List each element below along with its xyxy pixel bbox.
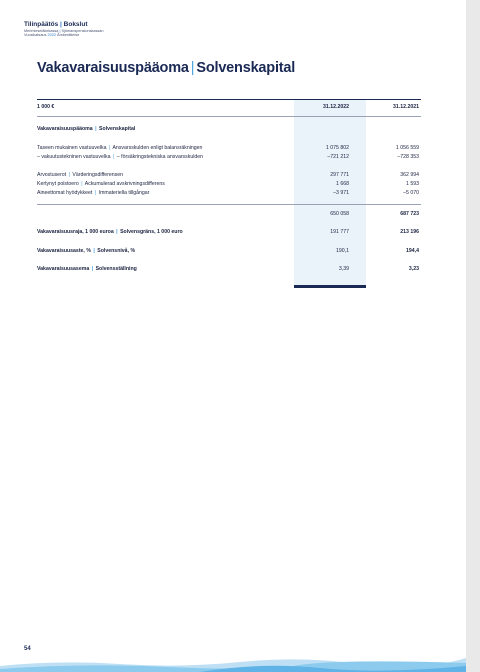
total-value-2022: 650 058: [330, 211, 349, 217]
table-row: Aineettomat hyödykkeet | Immateriella tillgångar –3 971 –5 070: [37, 190, 419, 196]
page-number: 54: [24, 646, 31, 652]
solvency-ratio-row: Vakavaraisuusaste, % | Solvensnivå, % 190,1 194,4: [37, 248, 419, 254]
running-header: Tilinpäätös | Bokslut Merimieseläkekassa | Sjömanspensionskassan Vuosikatsaus 2022 Årsberättelse: [24, 21, 104, 37]
row-label-fi: – vakuutustekninen vastuuvelka: [37, 154, 111, 160]
row-value-2022: –3 971: [333, 190, 349, 196]
row-label-sv: – försäkringstekniska ansvarsskulden: [116, 154, 204, 160]
row-value-2021: 362 994: [400, 172, 419, 178]
header-company-fi: Merimieseläkekassa: [24, 28, 59, 33]
table-row: Arvostuserot | Värderingsdifferensen 297 771 362 994: [37, 172, 419, 178]
row-label-sv: Solvensgräns, 1 000 euro: [120, 229, 183, 235]
header-company-sv: Sjömanspensionskassan: [61, 28, 104, 33]
header-report-fi: Vuosikatsaus: [24, 32, 47, 37]
row-value-2022: 1 668: [336, 181, 349, 187]
row-label-fi: Aineettomat hyödykkeet: [37, 190, 93, 196]
row-value-2021: 1 593: [406, 181, 419, 187]
row-value-2021: 1 056 559: [395, 145, 419, 151]
solvency-limit-row: Vakavaraisuusraja, 1 000 euroa | Solvensgräns, 1 000 euro 191 777 213 196: [37, 229, 419, 235]
col-2022-header: 31.12.2022: [323, 104, 349, 110]
row-label-sv: Ansvarsskulden enligt balansräkningen: [112, 145, 203, 151]
row-value-2022: 297 771: [330, 172, 349, 178]
row-label-sv: Värderingsdifferensen: [72, 172, 124, 178]
row-label-sv: Solvensställning: [95, 266, 137, 272]
total-row: [37, 209, 421, 219]
row-label-fi: Arvostuserot: [37, 172, 67, 178]
row-value-2022: –721 212: [327, 154, 349, 160]
row-label-sv: Immateriella tillgångar: [98, 190, 150, 196]
header-report-sv: Årsberättelse: [57, 32, 80, 37]
current-year-underline: [294, 285, 366, 288]
solvency-position-row: Vakavaraisuusasema | Solvensställning 3,39 3,23: [37, 266, 419, 272]
col-2021-header: 31.12.2021: [393, 104, 419, 110]
row-value-2021: 213 196: [400, 229, 419, 235]
row-label-fi: Kertynyt poistoero: [37, 181, 79, 187]
row-label-fi: Vakavaraisuusaste, %: [37, 248, 91, 254]
header-year: 2022: [47, 32, 56, 37]
row-label-sv: Ackumulerad avskrivningsdifferens: [84, 181, 165, 187]
row-label-fi: Vakavaraisuusasema: [37, 266, 90, 272]
row-value-2021: 3,23: [408, 266, 419, 272]
row-value-2022: 191 777: [330, 229, 349, 235]
section-fi: Vakavaraisuuspääoma: [37, 126, 93, 132]
row-value-2022: 3,39: [338, 266, 349, 272]
row-label-fi: Vakavaraisuusraja, 1 000 euroa: [37, 229, 114, 235]
row-label-fi: Taseen mukainen vastuuvelka: [37, 145, 107, 151]
table-header-row: [37, 102, 421, 112]
table-row: – vakuutustekninen vastuuvelka | – försäkringstekniska ansvarsskulden –721 212 –728 353: [37, 154, 419, 160]
section-heading: Vakavaraisuuspääoma | Solvenskapital: [37, 126, 136, 132]
page-title-fi: Vakavaraisuuspääoma: [37, 60, 189, 76]
table-top-rule: [37, 99, 421, 100]
page-title: Vakavaraisuuspääoma | Solvenskapital: [37, 60, 296, 76]
row-value-2021: –728 353: [397, 154, 419, 160]
header-rule: [37, 116, 421, 117]
row-value-2022: 1 075 802: [325, 145, 349, 151]
row-value-2022: 190,1: [336, 248, 349, 254]
table-row: Kertynyt poistoero | Ackumulerad avskrivningsdifferens 1 668 1 593: [37, 181, 419, 187]
subtotal-rule: [37, 204, 421, 205]
row-value-2021: –5 070: [403, 190, 419, 196]
row-value-2021: 194,4: [406, 248, 419, 254]
header-title-fi: Tilinpäätös: [24, 21, 59, 28]
row-label-sv: Solvensnivå, %: [97, 248, 136, 254]
footer-wave-decoration: [0, 652, 466, 672]
section-sv: Solvenskapital: [99, 126, 136, 132]
header-title-sv: Bokslut: [63, 21, 88, 28]
unit-label: 1 000 €: [37, 104, 55, 110]
total-value-2021: 687 723: [400, 211, 419, 217]
page-title-sv: Solvenskapital: [196, 60, 296, 76]
table-row: Taseen mukainen vastuuvelka | Ansvarsskulden enligt balansräkningen 1 075 802 1 056 559: [37, 145, 419, 151]
